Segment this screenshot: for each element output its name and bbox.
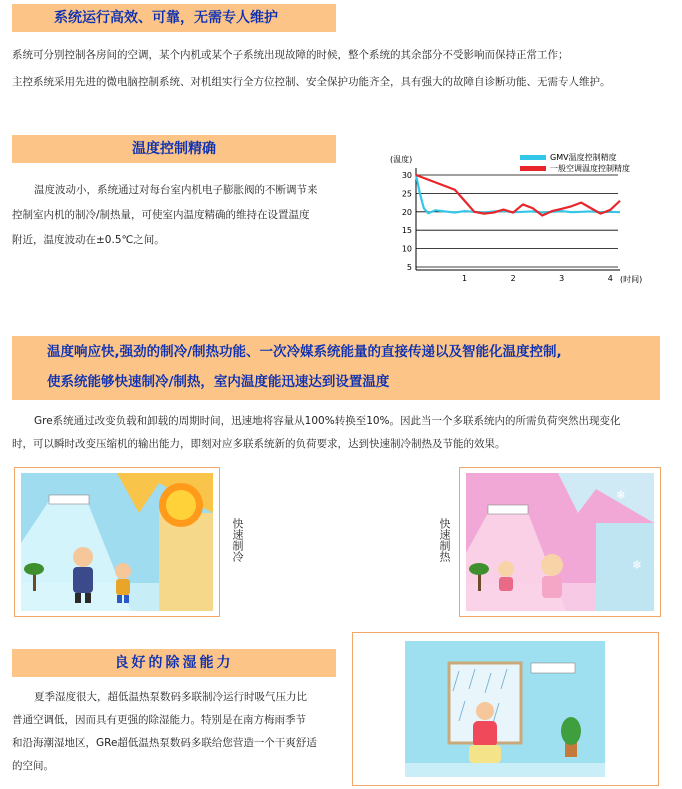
y-tick-label: 30 xyxy=(401,171,412,180)
x-axis-label: (时间) xyxy=(620,275,643,284)
cooling-illustration xyxy=(21,473,213,611)
heating-illustration-frame xyxy=(459,467,661,617)
legend-swatch-normal xyxy=(520,166,546,171)
snowflake-icon: ❄ xyxy=(616,488,627,502)
section2-line: 温度波动小，系统通过对每台室内机电子膨胀阀的不断调节来 xyxy=(34,184,318,196)
heating-caption: 快速制热 xyxy=(438,518,451,562)
legend-swatch-gmv xyxy=(520,155,546,160)
cooling-illustration-frame xyxy=(14,467,220,617)
section4-line: 普通空调低，因而具有更强的除湿能力。特别是在南方梅雨季节 xyxy=(12,714,306,726)
legend-label-gmv: GMV温度控制精度 xyxy=(550,153,617,162)
section2-title: 温度控制精确 xyxy=(132,141,216,157)
sun-core xyxy=(166,490,196,520)
snowflake-icon: ❄ xyxy=(632,558,643,572)
section2-line: 控制室内机的制冷/制热量，可使室内温度精确的维持在设置温度 xyxy=(12,209,310,221)
section1-paragraph xyxy=(12,42,672,96)
y-axis-label: (温度) xyxy=(390,155,413,164)
section4-header xyxy=(12,649,336,677)
section1-line: 主控系统采用先进的微电脑控制系统、对机组实行全方位控制、安全保护功能齐全，具有强大的故障自诊断功能、无需专人维护。 xyxy=(12,76,611,88)
section2-paragraph xyxy=(12,178,352,253)
air-conditioner xyxy=(488,505,528,514)
section3-line: Gre系统通过改变负载和卸载的周期时间，迅速地将容量从100%转换至10%。因此当一个多联系统内的所需负荷突然出现变化 xyxy=(34,415,621,427)
series-line-normal xyxy=(416,175,620,215)
section4-line: 和沿海潮湿地区，GRe超低温热泵数码多联给您营造一个干爽舒适 xyxy=(12,737,317,749)
section3-title-line1: 温度响应快,强劲的制冷/制热功能、一次冷媒系统能量的直接传递以及智能化温度控制, xyxy=(47,344,562,360)
legend-label-normal: 一般空调温度控制精度 xyxy=(550,164,630,173)
y-tick-label: 5 xyxy=(406,263,412,272)
section3-paragraph xyxy=(12,410,672,456)
section4-line: 的空间。 xyxy=(12,760,54,772)
section4-line: 夏季湿度很大，超低温热泵数码多联制冷运行时吸气压力比 xyxy=(34,691,307,703)
section3-header xyxy=(12,336,660,400)
section2-line: 附近，温度波动在±0.5℃之间。 xyxy=(12,234,165,246)
y-tick-label: 20 xyxy=(401,207,412,217)
temperature-chart xyxy=(386,148,666,293)
x-tick-label: 4 xyxy=(607,274,613,283)
x-tick-label: 2 xyxy=(510,274,516,283)
outside-wall xyxy=(596,523,654,611)
section1-line: 系统可分别控制各房间的空调，某个内机或某个子系统出现故障的时候，整个系统的其余部分不受影响而保持正常工作； xyxy=(12,49,569,61)
air-conditioner xyxy=(531,663,575,673)
y-tick-label: 15 xyxy=(401,226,412,236)
x-tick-label: 1 xyxy=(462,274,468,283)
section4-paragraph xyxy=(12,686,352,778)
section2-header xyxy=(12,135,336,163)
dehumidify-illustration-frame xyxy=(352,632,659,786)
outside-wall xyxy=(159,513,213,611)
section1-header xyxy=(12,4,336,32)
section3-title-line2: 使系统能够快速制冷/制热，室内温度能迅速达到设置温度 xyxy=(47,374,390,390)
section4-title: 良好的除湿能力 xyxy=(114,655,234,671)
dehumidify-illustration xyxy=(405,641,605,777)
section3-line: 时，可以瞬时改变压缩机的输出能力，即刻对应多联系统新的负荷要求，达到快速制冷制热及节能的效果。 xyxy=(12,438,506,450)
chart-legend xyxy=(520,152,630,173)
section1-title: 系统运行高效、可靠，无需专人维护 xyxy=(54,10,278,26)
y-tick-label: 25 xyxy=(401,189,412,199)
floor xyxy=(405,763,605,777)
y-tick-label: 10 xyxy=(401,244,412,254)
heating-illustration xyxy=(466,473,654,611)
cooling-caption: 快速制冷 xyxy=(231,518,244,562)
x-tick-label: 3 xyxy=(559,274,565,283)
air-conditioner xyxy=(49,495,89,504)
